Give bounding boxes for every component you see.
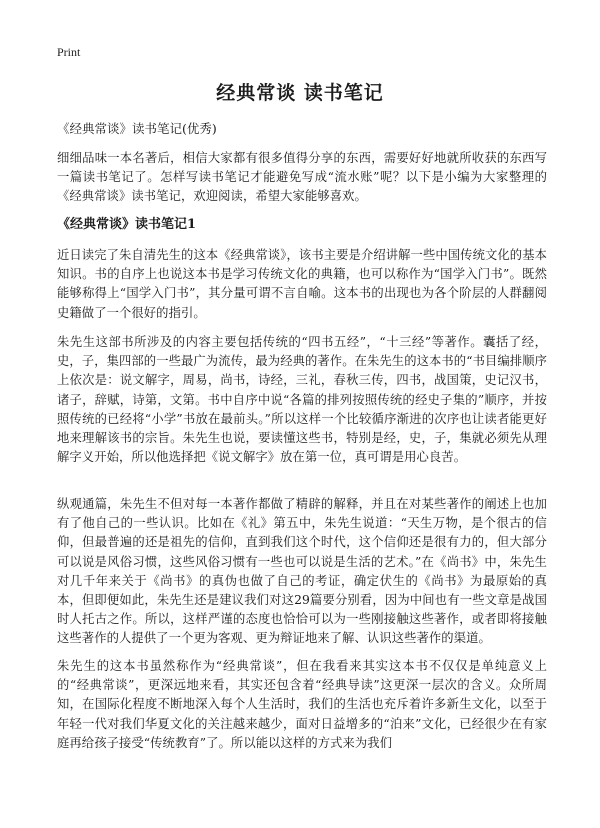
print-label: Print — [57, 45, 81, 59]
body-paragraph-3: 纵观通篇，朱先生不但对每一本著作都做了精辟的解释，并且在对某些著作的阐述上也加有了他自己的一些认识。比如在《礼》第五中，朱先生说道：“天生万物，是个很古的信仰，但最普遍的还是祖先的信仰，直到我们这个时代，这个信仰还是很有力的，但大部分可以说是风俗习惯，这些风俗习惯有一些也可以说是生活的艺术。”在《尚书》中，朱先生对几千年来关于《尚书》的真伪也做了自己的考证，确定伏生的《尚书》为最原始的真本，但即便如此，朱先生还是建议我们对这29篇要分别看，因为中间也有一些文章是战国时人托古之作。所以，这样严谨的态度也恰恰可以为一些刚接触这些著作，或者即将接触这些著作的人提供了一个更为客观、更为辩证地来了解、认识这些著作的渠道。 — [57, 497, 547, 646]
body-paragraph-1: 近日读完了朱自清先生的这本《经典常谈》，该书主要是介绍讲解一些中国传统文化的基本知识。书的自序上也说这本书是学习传统文化的典籍，也可以称作为“国学入门书”。既然能够称得上“国学入门书”，其分量可谓不言自喻。这本书的出现也为各个阶层的人群翻阅史籍做了一个很好的指引。 — [57, 248, 547, 320]
document-subtitle: 《经典常谈》读书笔记(优秀) — [57, 121, 217, 136]
body-paragraph-2: 朱先生这部书所涉及的内容主要包括传统的“四书五经”，“十三经”等著作。囊括了经，史，子，集四部的一些最广为流传，最为经典的著作。在朱先生的这本书的“书目编排顺序上依次是：说文解字，周易，尚书，诗经，三礼，春秋三传，四书，战国策，史记汉书，诸子，辞赋，诗第，文第。书中自序中说“各篇的排列按照传统的经史子集的”顺序，并按照传统的已经将“小学”书放在最前头。”所以这样一个比较循序渐进的次序也让读者能更好地来理解该书的宗旨。朱先生也说，要读懂这些书，特别是经，史，子，集就必须先从理解字义开始，所以他选择把《说文解字》放在第一位，真可谓是用心良苦。 — [57, 335, 547, 465]
section-heading: 《经典常谈》读书笔记1 — [57, 217, 197, 232]
document-title: 经典常谈 读书笔记 — [216, 82, 384, 104]
intro-paragraph: 细细品味一本名著后，相信大家都有很多值得分享的东西，需要好好地就所收获的东西写一篇读书笔记了。怎样写读书笔记才能避免写成“流水账”呢？以下是小编为大家整理的《经典常谈》读书笔记，欢迎阅读，希望大家能够喜欢。 — [57, 151, 547, 204]
body-paragraph-4: 朱先生的这本书虽然称作为“经典常谈”，但在我看来其实这本书不仅仅是单纯意义上的“经典常谈”，更深远地来看，其实还包含着“经典导读”这更深一层次的含义。众所周知，在国际化程度不断地深入每个人生活时，我们的生活也充斥着许多新生文化，以至于年轻一代对我们华夏文化的关注越来越少，面对日益增多的“泊来”文化，已经很少在有家庭再给孩子接受“传统教育”了。所以能以这样的方式来为我们 — [57, 659, 547, 750]
